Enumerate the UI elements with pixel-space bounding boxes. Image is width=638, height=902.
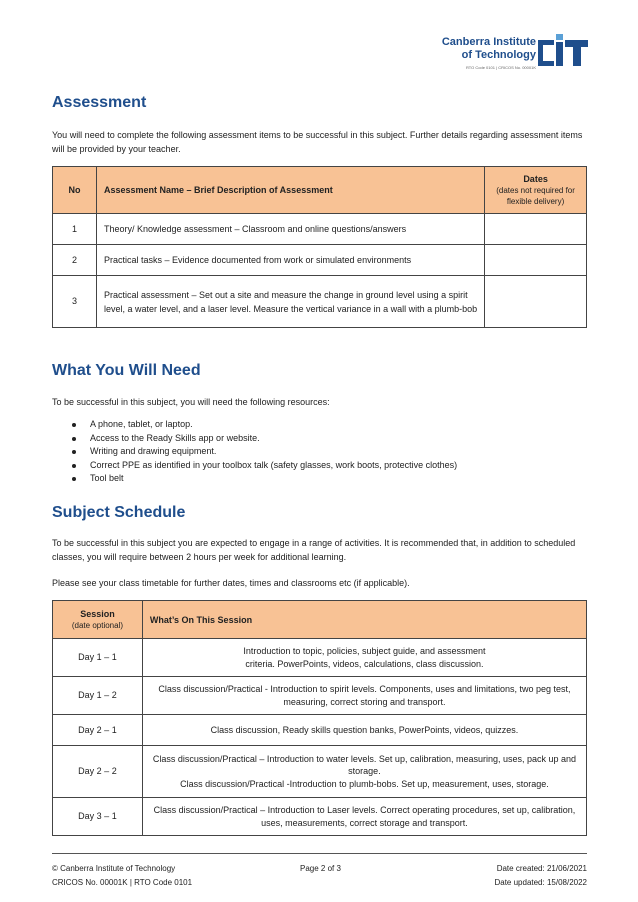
- session-label: Day 2 – 2: [53, 746, 143, 798]
- assessment-dates-note: (dates not required for flexible delivery): [496, 185, 575, 206]
- assessment-col-name: Assessment Name – Brief Description of Assessment: [96, 167, 484, 214]
- need-intro: To be successful in this subject, you will need the following resources:: [52, 397, 330, 407]
- session-content: Class discussion/Practical - Introduction to spirit levels. Components, uses and limitations, two peg test, measuring, correct storing and transport.: [142, 677, 586, 715]
- footer-copyright: © Canberra Institute of Technology: [52, 864, 176, 873]
- cit-logo: [432, 34, 588, 74]
- cit-logo-mark: [538, 34, 588, 68]
- footer-page-number: Page 2 of 3: [300, 864, 341, 873]
- session-label: Day 2 – 1: [53, 715, 143, 746]
- logo-line-2: of Technology: [461, 49, 536, 61]
- assessment-date: [485, 214, 587, 245]
- session-label: Day 3 – 1: [53, 798, 143, 836]
- footer-date-updated: Date updated: 15/08/2022: [494, 878, 587, 887]
- assessment-desc: Practical assessment – Set out a site and measure the change in ground level using a spirit level, a water level, and a laser level. Measure the vertical variance in a wall with a plumb-bob: [96, 276, 484, 328]
- table-row: [53, 798, 587, 836]
- table-row: [53, 245, 587, 276]
- assessment-no: 2: [53, 245, 97, 276]
- session-content: Class discussion/Practical – Introduction to water levels. Set up, calibration, measuring, uses, pack up and storage. Class discussion/Practical -Introduction to plumb-bobs. Set up, measurement, uses, storage.: [142, 746, 586, 798]
- table-row: [53, 715, 587, 746]
- list-item: A phone, tablet, or laptop.: [72, 418, 457, 432]
- footer-date-created: Date created: 21/06/2021: [496, 864, 587, 873]
- table-row: [53, 746, 587, 798]
- assessment-date: [485, 276, 587, 328]
- list-item: Tool belt: [72, 472, 457, 486]
- list-item: Correct PPE as identified in your toolbox talk (safety glasses, work boots, protective clothes): [72, 459, 457, 473]
- footer-codes: CRICOS No. 00001K | RTO Code 0101: [52, 878, 193, 887]
- logo-line-3: RTO Code 0101 | CRICOS No. 00001K: [465, 65, 536, 70]
- assessment-desc: Practical tasks – Evidence documented from work or simulated environments: [96, 245, 484, 276]
- assessment-no: 1: [53, 214, 97, 245]
- schedule-table: [52, 600, 587, 836]
- assessment-date: [485, 245, 587, 276]
- table-row: [53, 214, 587, 245]
- footer-divider: [52, 853, 587, 854]
- list-item: Writing and drawing equipment.: [72, 445, 457, 459]
- resource-list: [72, 418, 457, 486]
- assessment-table: [52, 166, 587, 328]
- assessment-no: 3: [53, 276, 97, 328]
- schedule-col-session: Session (date optional): [53, 601, 143, 639]
- table-row: [53, 639, 587, 677]
- table-row: [53, 276, 587, 328]
- schedule-heading: Subject Schedule: [52, 504, 186, 521]
- list-item: Access to the Ready Skills app or website.: [72, 432, 457, 446]
- assessment-desc: Theory/ Knowledge assessment – Classroom and online questions/answers: [96, 214, 484, 245]
- schedule-note: Please see your class timetable for further dates, times and classrooms etc (if applicable).: [52, 578, 410, 588]
- assessment-intro: You will need to complete the following assessment items to be successful in this subject. Further details regarding assessment items will be provided by your teacher.: [52, 130, 583, 154]
- assessment-col-dates: Dates (dates not required for flexible delivery): [485, 167, 587, 214]
- schedule-session-note: (date optional): [71, 620, 124, 630]
- table-row: [53, 677, 587, 715]
- session-label: Day 1 – 2: [53, 677, 143, 715]
- session-label: Day 1 – 1: [53, 639, 143, 677]
- logo-line-1: Canberra Institute: [441, 36, 536, 48]
- session-content: Class discussion/Practical – Introduction to Laser levels. Correct operating procedures, set up, calibration, uses, measurements, correct storage and transport.: [142, 798, 586, 836]
- session-content: Class discussion, Ready skills question banks, PowerPoints, videos, quizzes.: [142, 715, 586, 746]
- assessment-heading: Assessment: [52, 94, 147, 111]
- need-heading: What You Will Need: [52, 362, 201, 379]
- schedule-intro: To be successful in this subject you are expected to engage in a range of activities. It is recommended that, in addition to scheduled classes, you will require between 2 hours per week for additional learning.: [52, 538, 576, 562]
- schedule-col-whats-on: What’s On This Session: [142, 601, 586, 639]
- session-content: Introduction to topic, policies, subject guide, and assessment criteria. PowerPoints, videos, calculations, class discussion.: [142, 639, 586, 677]
- assessment-col-no: No: [53, 167, 97, 214]
